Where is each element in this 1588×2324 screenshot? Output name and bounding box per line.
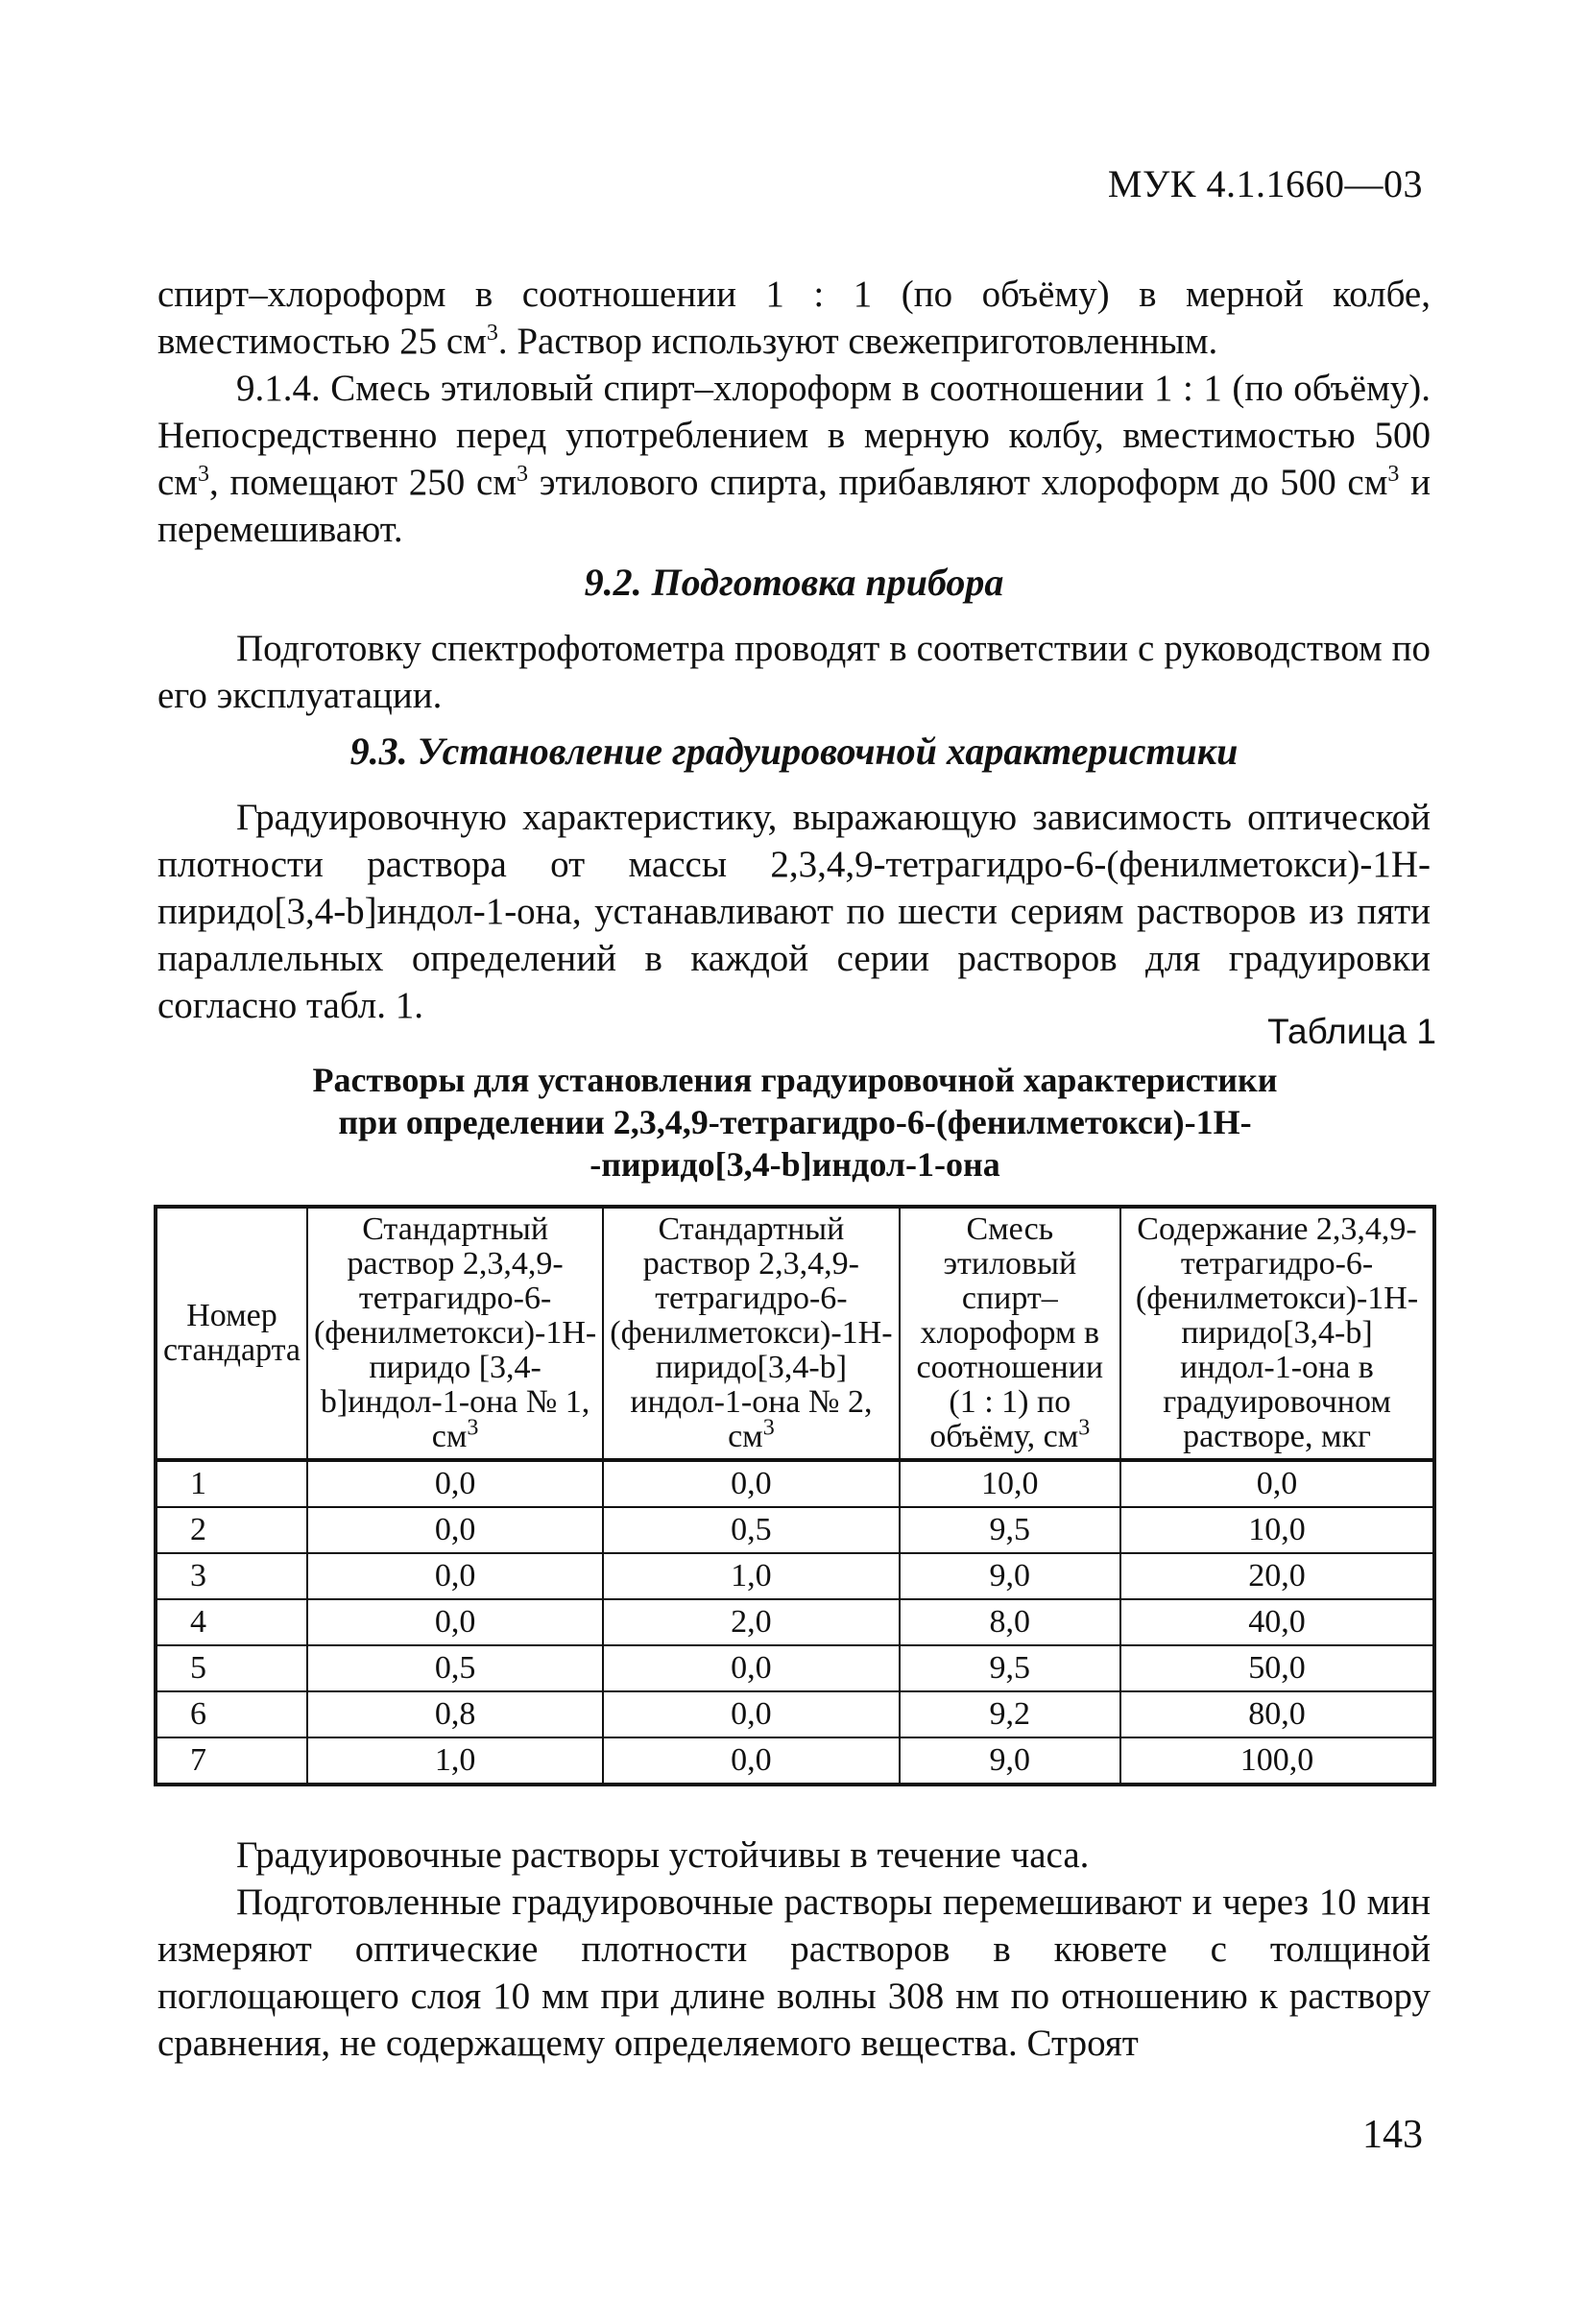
table-row [156, 1691, 1434, 1737]
table-cell: 0,0 [307, 1599, 603, 1645]
table-row [156, 1737, 1434, 1785]
table-cell: 6 [156, 1691, 307, 1737]
p914-text-3: этилового спирта, прибавляют хлороформ до 500 см [528, 462, 1388, 503]
table-cell: 9,0 [900, 1553, 1121, 1599]
table-row [156, 1460, 1434, 1507]
table-cell: 1 [156, 1460, 307, 1507]
measurement-paragraph: Подготовленные градуировочные растворы перемешивают и через 10 мин измеряют оптические плотности растворов в кювете с толщиной поглощающего слоя 10 мм при длине волны 308 нм по отношению к раствору сравнения, не содержащему определяемого вещества. Строят [157, 1881, 1431, 2064]
paragraph-9-1-4 [157, 365, 1431, 553]
table-row [156, 1599, 1434, 1645]
column-header-content: Содержание 2,3,4,9-тетрагидро-6-(фенилметокси)-1Н-пиридо[3,4-b] индол-1-она в градуировочном растворе, мкг [1120, 1207, 1434, 1460]
intro-text-end: . Раствор используют свежеприготовленным. [497, 321, 1218, 362]
superscript: 3 [1387, 462, 1400, 487]
table-cell: 80,0 [1120, 1691, 1434, 1737]
table-title [154, 1059, 1436, 1186]
data-table [154, 1205, 1436, 1786]
superscript: 3 [467, 1415, 479, 1441]
table-title-line-1: Растворы для установления градуировочной характеристики [312, 1061, 1278, 1099]
table-row [156, 1645, 1434, 1691]
table-cell: 0,5 [603, 1507, 899, 1553]
intro-text: спирт–хлороформ в соотношении 1 : 1 (по объёму) в мерной колбе, вместимостью 25 см [157, 274, 1431, 362]
page-number: 143 [1362, 2113, 1423, 2157]
table-row [156, 1507, 1434, 1553]
table-cell: 8,0 [900, 1599, 1121, 1645]
table-cell: 0,8 [307, 1691, 603, 1737]
table-cell: 10,0 [900, 1460, 1121, 1507]
table-cell: 7 [156, 1737, 307, 1785]
superscript: 3 [517, 462, 528, 487]
superscript: 3 [1078, 1415, 1091, 1441]
section-9-2-text: Подготовку спектрофотометра проводят в соответствии с руководством по его эксплуатации. [157, 628, 1431, 716]
table-cell: 0,0 [603, 1737, 899, 1785]
section-9-2 [157, 559, 1431, 719]
table-cell: 1,0 [307, 1737, 603, 1785]
column-header-text: Стандартный раствор 2,3,4,9-тетрагидро-6-(фенилметокси)-1Н-пиридо[3,4-b] индол-1-она № 2, см [610, 1211, 893, 1454]
superscript: 3 [198, 462, 209, 487]
table-cell: 9,5 [900, 1507, 1121, 1553]
section-heading-9-2: 9.2. Подготовка прибора [584, 561, 1004, 604]
table-cell: 10,0 [1120, 1507, 1434, 1553]
section-heading-9-3: 9.3. Установление градуировочной характеристики [349, 730, 1239, 773]
table-cell: 1,0 [603, 1553, 899, 1599]
text-block-bottom [157, 1832, 1431, 2067]
column-header-solvent-mixture [900, 1207, 1121, 1460]
table-label: Таблица 1 [1267, 1012, 1436, 1051]
superscript: 3 [486, 321, 498, 346]
table-cell: 0,0 [307, 1553, 603, 1599]
p914-text-1: 9.1.4. Смесь этиловый спирт–хлороформ в соотношении 1 : 1 (по объёму). Непосредственно перед употреблением в мерную колбу, вместимостью 500 см [157, 368, 1431, 503]
table-cell: 4 [156, 1599, 307, 1645]
column-header-text: Смесь этиловый спирт–хлороформ в соотношении (1 : 1) по объёму, см [916, 1211, 1104, 1454]
intro-paragraph [157, 271, 1431, 365]
section-9-3-text: Градуировочную характеристику, выражающую зависимость оптической плотности раствора от массы 2,3,4,9-тетрагидро-6-(фенилметокси)-1Н-пиридо[3,4-b]индол-1-она, устанавливают по шести сериям растворов из пяти параллельных определений в каждой серии растворов для градуировки согласно табл. 1. [157, 797, 1431, 1026]
table-cell: 3 [156, 1553, 307, 1599]
table-cell: 0,0 [603, 1691, 899, 1737]
table-cell: 40,0 [1120, 1599, 1434, 1645]
table-header-row [156, 1207, 1434, 1460]
superscript: 3 [762, 1415, 775, 1441]
column-header-text: Стандартный раствор 2,3,4,9-тетрагидро-6-(фенилметокси)-1Н-пиридо [3,4-b]индол-1-она № 1, см [313, 1211, 597, 1454]
table-cell: 2,0 [603, 1599, 899, 1645]
table-title-line-3: -пиридо[3,4-b]индол-1-она [589, 1145, 1000, 1184]
table-cell: 0,0 [603, 1460, 899, 1507]
table-cell: 2 [156, 1507, 307, 1553]
table-cell: 9,0 [900, 1737, 1121, 1785]
text-block-top [157, 271, 1431, 553]
table-cell: 0,0 [1120, 1460, 1434, 1507]
table-cell: 5 [156, 1645, 307, 1691]
table-cell: 100,0 [1120, 1737, 1434, 1785]
table-cell: 0,0 [603, 1645, 899, 1691]
table-cell: 0,5 [307, 1645, 603, 1691]
table-row [156, 1553, 1434, 1599]
stability-paragraph: Градуировочные растворы устойчивы в течение часа. [236, 1834, 1090, 1876]
table-1-block [154, 1008, 1436, 1786]
column-header-standard-number: Номер стандарта [156, 1207, 307, 1460]
table-cell: 20,0 [1120, 1553, 1434, 1599]
table-title-line-2: при определении 2,3,4,9-тетрагидро-6-(фенилметокси)-1Н- [338, 1103, 1252, 1141]
column-header-standard-solution-2 [603, 1207, 899, 1460]
p914-text-2: , помещают 250 см [209, 462, 517, 503]
column-header-standard-solution-1 [307, 1207, 603, 1460]
table-cell: 0,0 [307, 1460, 603, 1507]
table-cell: 9,2 [900, 1691, 1121, 1737]
table-cell: 50,0 [1120, 1645, 1434, 1691]
section-9-3 [157, 728, 1431, 1029]
table-cell: 0,0 [307, 1507, 603, 1553]
table-cell: 9,5 [900, 1645, 1121, 1691]
p914-text-4: и перемешивают. [157, 462, 1431, 550]
document-code: МУК 4.1.1660—03 [1107, 162, 1423, 205]
